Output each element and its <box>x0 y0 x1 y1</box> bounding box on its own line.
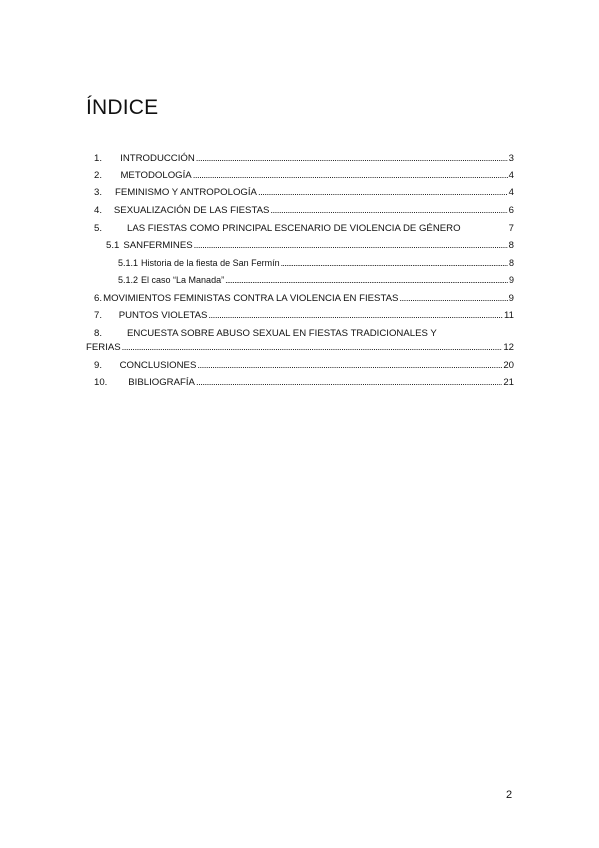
toc-entry-number: 6. <box>94 293 103 304</box>
toc-entry-page: 12 <box>503 342 514 353</box>
toc-entry-label: Historia de la fiesta de San Fermín <box>141 258 280 268</box>
toc-entry-page: 21 <box>503 377 514 388</box>
toc-entry-page: 8 <box>508 240 514 251</box>
toc-entry-puntos-violetas[interactable] <box>86 307 514 321</box>
toc-leader-dots <box>270 205 507 216</box>
toc-entry-page: 9 <box>508 275 514 285</box>
toc-entry-number: 7. <box>94 310 103 321</box>
toc-entry-label: FEMINISMO Y ANTROPOLOGÍA <box>114 187 257 198</box>
toc-entry-page: 11 <box>504 310 514 321</box>
toc-entry-page: 7 <box>508 223 514 234</box>
toc-entry-page: 4 <box>508 187 514 198</box>
page-title: ÍNDICE <box>86 96 159 119</box>
toc-entry-number: 10. <box>94 377 108 388</box>
toc-entry-number: 4. <box>94 205 103 216</box>
toc-entry-number: 5.1.2 <box>118 275 139 285</box>
toc-entry-number: 8. <box>94 328 103 339</box>
toc-leader-dots <box>196 377 502 388</box>
toc-leader-dots <box>197 360 502 371</box>
toc-leader-dots <box>281 258 508 269</box>
toc-entry-sexualizacion[interactable] <box>86 202 514 216</box>
toc-entry-number: 1. <box>94 153 103 164</box>
toc-entry-page: 3 <box>508 153 514 164</box>
toc-entry-label: METODOLOGÍA <box>120 170 192 181</box>
page-number: 2 <box>506 789 513 801</box>
toc-entry-label: ENCUESTA SOBRE ABUSO SEXUAL EN FIESTAS TRADICIONALES Y <box>127 328 437 339</box>
toc-entry-label: CONCLUSIONES <box>119 360 197 371</box>
toc-entry-number: 2. <box>94 170 103 181</box>
toc-leader-dots <box>399 293 507 304</box>
toc-entry-label: LAS FIESTAS COMO PRINCIPAL ESCENARIO DE VIOLENCIA DE GÉNERO <box>127 223 461 234</box>
toc-entry-label: PUNTOS VIOLETAS <box>118 310 208 321</box>
toc-entry-label: El caso “La Manada” <box>141 275 225 285</box>
toc-leader-dots <box>196 153 508 164</box>
toc-entry-conclusiones[interactable] <box>86 357 514 371</box>
toc-entry-movimientos-feministas[interactable] <box>86 290 514 304</box>
toc-entry-label: INTRODUCCIÓN <box>120 153 195 164</box>
toc-entry-number: 3. <box>94 187 103 198</box>
toc-entry-caso-la-manada[interactable] <box>118 272 514 286</box>
toc-entry-label: SEXUALIZACIÓN DE LAS FIESTAS <box>113 205 270 216</box>
toc-entry-feminismo[interactable] <box>86 184 514 198</box>
toc-entry-number: 5. <box>94 223 103 234</box>
toc-entry-number: 9. <box>94 360 103 371</box>
toc-entry-page: 20 <box>503 360 514 371</box>
toc-entry-label: MOVIMIENTOS FEMINISTAS CONTRA LA VIOLENCIA EN FIESTAS <box>103 293 399 304</box>
toc-entry-label: SANFERMINES <box>123 240 193 251</box>
toc-entry-page: 9 <box>508 293 514 304</box>
toc-entry-page: 4 <box>508 170 514 181</box>
toc-entry-metodologia[interactable] <box>86 167 514 181</box>
toc-entry-label-continued: FERIAS <box>86 342 121 353</box>
toc-leader-dots <box>225 275 508 286</box>
toc-entry-number: 5.1 <box>106 240 120 251</box>
toc-entry-fiestas-violencia[interactable] <box>86 220 514 234</box>
toc-entry-page: 6 <box>508 205 514 216</box>
toc-entry-introduccion[interactable] <box>86 150 514 164</box>
toc-entry-number: 5.1.1 <box>118 258 139 268</box>
toc-entry-bibliografia[interactable] <box>86 374 514 388</box>
toc-entry-encuesta-cont[interactable] <box>86 339 514 353</box>
toc-entry-sanfermines[interactable] <box>106 237 514 251</box>
toc-leader-dots <box>208 310 503 321</box>
toc-leader-dots <box>193 170 508 181</box>
toc-entry-label: BIBLIOGRAFÍA <box>128 377 195 388</box>
toc-leader-dots <box>122 342 503 353</box>
toc-leader-dots <box>194 240 508 251</box>
toc-leader-dots <box>258 187 508 198</box>
toc-entry-historia-san-fermin[interactable] <box>118 255 514 269</box>
toc-entry-page: 8 <box>508 258 514 268</box>
toc-entry-encuesta[interactable] <box>86 325 514 339</box>
